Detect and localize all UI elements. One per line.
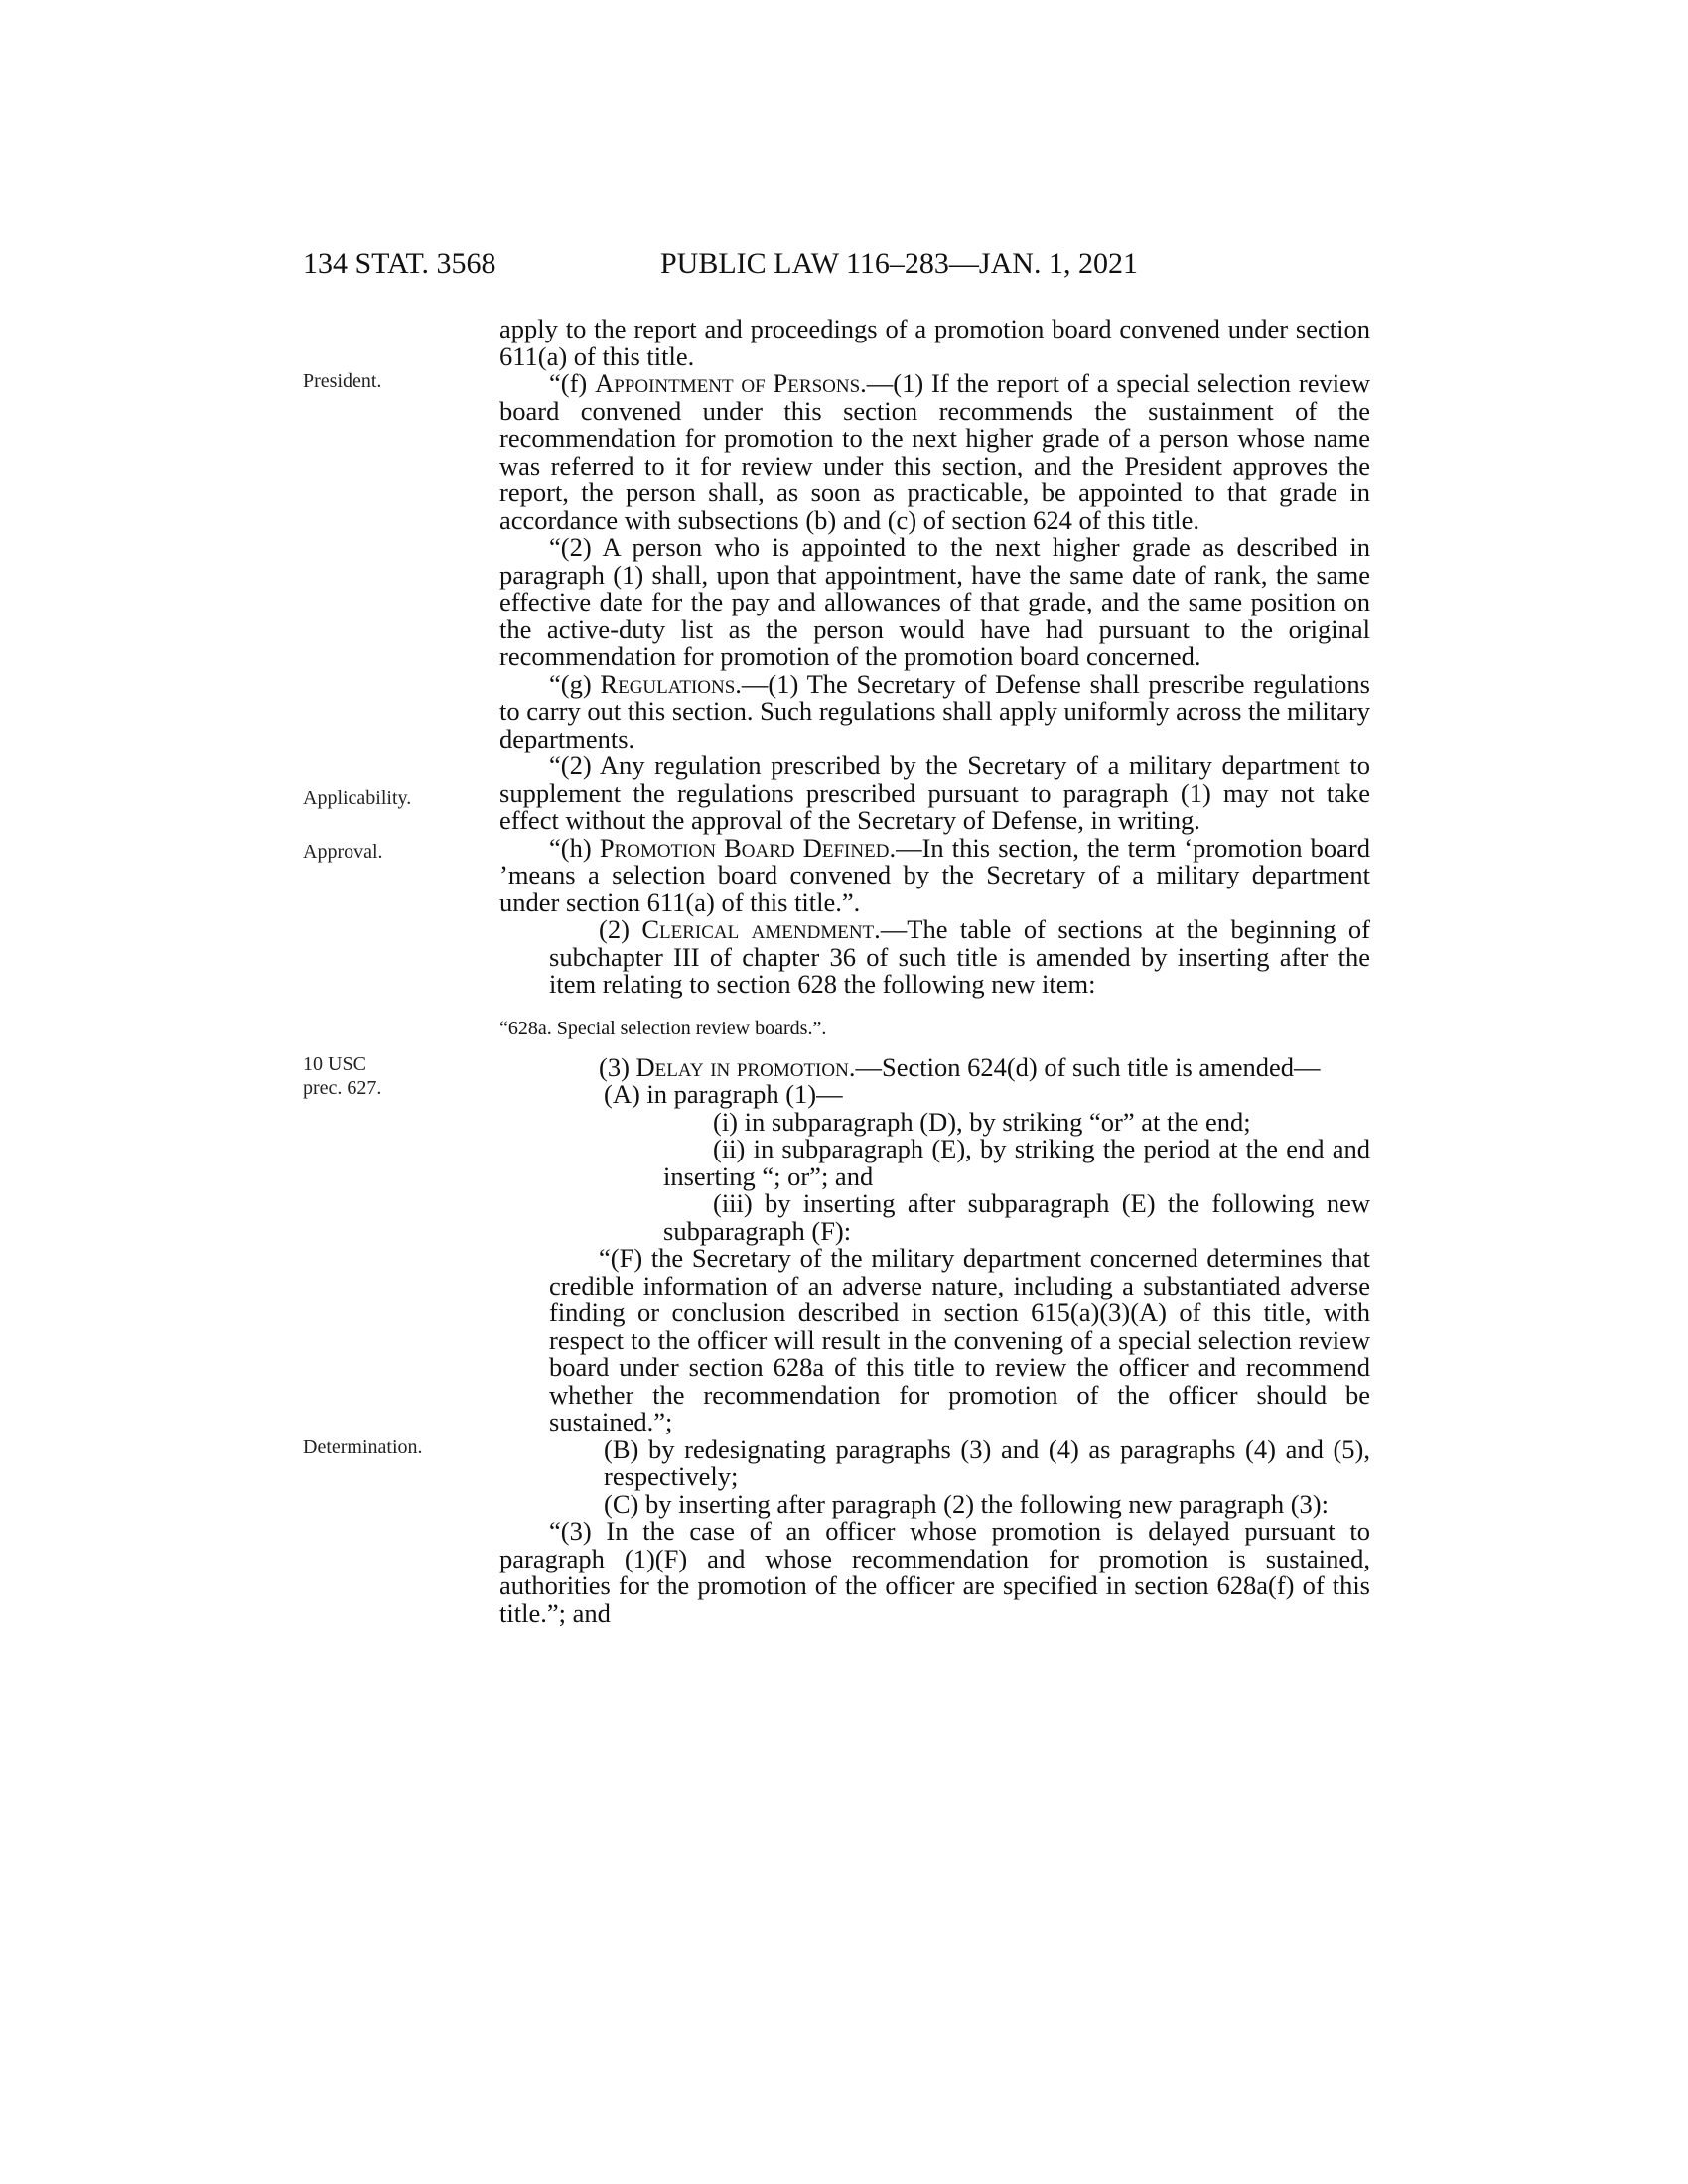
clause-a-i: (i) in subparagraph (D), by striking “or” at the end; [713, 1106, 1251, 1137]
clause-a: (A) in paragraph (1)— [604, 1079, 843, 1109]
clause-a-ii: (ii) in subparagraph (E), by striking the period at the end and inserting “; or”; and [663, 1134, 1370, 1191]
delay-in-promotion-lead: (3) [599, 1051, 636, 1082]
clause-a-iii: (iii) by inserting after subparagraph (E) the following new subparagraph (F): [663, 1188, 1370, 1246]
new-subparagraph-f: “(F) the Secretary of the military department concerned determines that credible information of an adverse nature, including a substantiated adverse finding or conclusion described in section 615(a)(3)(A) of this title, with respect to the officer will result in the convening of a special selection review board under section 628a of this title to review the officer and recommend whether the recommendation for promotion of the officer should be sustained.”; [549, 1243, 1370, 1436]
subsection-g-heading: Regulations [600, 668, 736, 699]
subsection-g-paragraph-2: “(2) Any regulation prescribed by the Secretary of a military department to supplement the regulations prescribed pursuant to paragraph (1) may not take effect without the approval of the Secretary of Defense, in writing. [499, 751, 1370, 835]
clerical-amendment-lead: (2) [599, 914, 642, 944]
paragraph-continuation: apply to the report and proceedings of a promotion board convened under section 611(a) of this title. [499, 314, 1370, 371]
delay-in-promotion-body: .—Section 624(d) of such title is amended— [848, 1051, 1321, 1082]
margin-note-usc [303, 1052, 381, 1100]
new-paragraph-3: “(3) In the case of an officer whose promotion is delayed pursuant to paragraph (1)(F) and whose recommendation for promotion is sustained, authorities for the promotion of the officer are specified in section 628a(f) of this title.”; and [499, 1516, 1370, 1628]
clause-c: (C) by inserting after paragraph (2) the following new paragraph (3): [604, 1488, 1329, 1519]
margin-note-usc-line2: prec. 627. [303, 1077, 382, 1099]
clerical-amendment-body: .—The table of sections at the beginning of subchapter III of chapter 36 of such title is amended by inserting after the item relating to section 628 the following new item: [549, 914, 1370, 999]
running-header [303, 244, 1370, 284]
subsection-h [499, 832, 1370, 917]
delay-in-promotion [499, 1051, 1370, 1082]
subsection-h-body: .—In this section, the term ‘promotion board ’means a selection board convened by the Secretary of a military department under section 611(a) of this title.”. [499, 832, 1370, 917]
delay-in-promotion-heading: Delay in promotion [635, 1051, 849, 1082]
subsection-h-heading: Promotion Board Defined [599, 832, 890, 863]
subsection-f-body: .—(1) If the report of a special selection review board convened under this section recommends the sustainment of the recommendation for promotion to the next higher grade of a person whose name was referred to it for review under this section, and the President approves the report, the person shall, as soon as practicable, be appointed to that grade in accordance with subsections (b) and (c) of section 624 of this title. [499, 368, 1370, 535]
page-number: 134 STAT. 3568 [303, 247, 496, 280]
subsection-f [499, 370, 1370, 534]
clerical-amendment-heading: Clerical amendment [641, 914, 875, 944]
statute-body [499, 316, 1370, 1627]
clerical-amendment [499, 916, 1370, 999]
subsection-g [499, 668, 1370, 753]
margin-note-applicability: Applicability. [303, 787, 412, 809]
subsection-f-lead: “(f) [549, 368, 596, 398]
subsection-f-heading: Appointment of Persons [595, 368, 861, 398]
subsection-f-paragraph-2: “(2) A person who is appointed to the next higher grade as described in paragraph (1) shall, upon that appointment, have the same date of rank, the same effective date for the pay and allowances of that grade, and the same position on the active-duty list as the person would have had pursuant to the original recommendation for promotion of the promotion board concerned. [499, 532, 1370, 671]
margin-note-determination: Determination. [303, 1436, 423, 1458]
subsection-h-lead: “(h) [549, 832, 600, 863]
margin-note-president: President. [303, 370, 382, 392]
law-title: PUBLIC LAW 116–283—JAN. 1, 2021 [660, 247, 1138, 280]
margin-note-usc-line1: 10 USC [303, 1053, 366, 1075]
clause-b: (B) by redesignating paragraphs (3) and (4) as paragraphs (4) and (5), respectively; [604, 1433, 1370, 1491]
table-of-sections-item: “628a. Special selection review boards.”. [499, 1017, 827, 1039]
subsection-g-lead: “(g) [549, 668, 601, 699]
margin-note-approval: Approval. [303, 841, 383, 863]
subsection-g-body: .—(1) The Secretary of Defense shall prescribe regulations to carry out this section. Such regulations shall apply uniformly across the military departments. [499, 668, 1370, 753]
